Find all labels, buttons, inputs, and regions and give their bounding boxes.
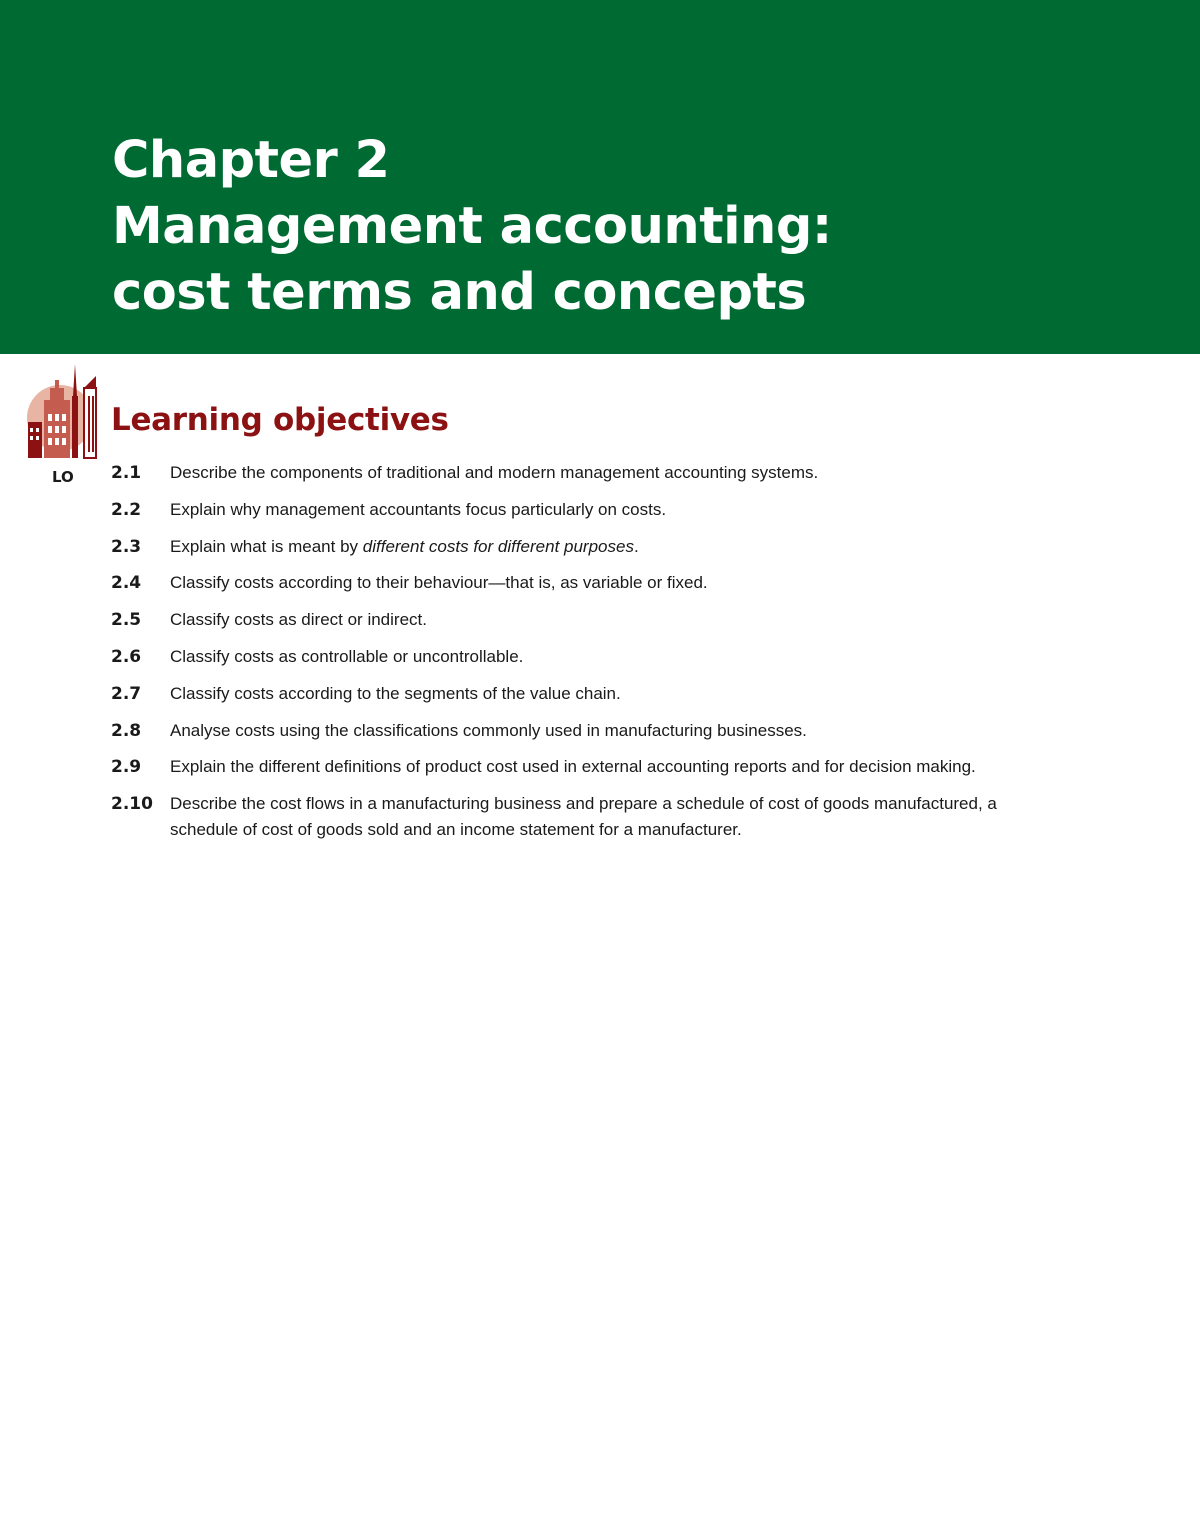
objective-number: 2.5 — [111, 610, 142, 631]
learning-objectives-list — [111, 460, 1041, 854]
objective-text: Classify costs according to their behaviour—that is, as variable or fixed. — [170, 573, 708, 593]
objective-number: 2.9 — [111, 757, 142, 778]
chapter-banner — [0, 0, 1200, 354]
objective-item-2-10 — [111, 791, 1041, 843]
objective-text: Explain the different definitions of product cost used in external accounting reports and for decision making. — [170, 757, 976, 777]
objective-number: 2.6 — [111, 646, 142, 667]
objective-item-2-9 — [111, 754, 1041, 780]
objective-text: Analyse costs using the classifications commonly used in manufacturing businesses. — [170, 720, 807, 740]
city-skyline-icon — [26, 362, 102, 462]
objective-item-2-4 — [111, 570, 1041, 596]
objective-number: 2.8 — [111, 720, 142, 741]
objective-text: Explain why management accountants focus particularly on costs. — [170, 499, 667, 519]
objective-text: Describe the components of traditional and modern management accounting systems. — [170, 463, 819, 482]
objective-text — [170, 534, 1041, 560]
objective-item-2-1 — [111, 460, 1041, 486]
objective-item-2-8 — [111, 718, 1041, 744]
objective-text: Describe the cost flows in a manufacturing business and prepare a schedule of cost of goods manufactured, a schedule of cost of goods sold and an income statement for a manufacturer. — [170, 794, 997, 840]
objective-text-tail: . — [633, 536, 639, 556]
chapter-title-line-1: Management accounting: — [112, 197, 832, 256]
objective-item-2-5 — [111, 607, 1041, 633]
objective-number: 2.10 — [111, 794, 153, 815]
objective-number: 2.1 — [111, 463, 142, 483]
objective-item-2-6 — [111, 644, 1041, 670]
objective-item-2-2 — [111, 497, 1041, 523]
objective-number: 2.2 — [111, 499, 142, 520]
objective-number: 2.7 — [111, 683, 142, 704]
chapter-title-line-2: cost terms and concepts — [112, 263, 807, 322]
chapter-number: Chapter 2 — [112, 131, 390, 190]
objective-text: Classify costs according to the segments of the value chain. — [170, 683, 621, 703]
learning-objectives-heading: Learning objectives — [111, 402, 449, 438]
chapter-title — [112, 128, 832, 326]
objective-number: 2.3 — [111, 536, 142, 557]
objective-text-lead: Explain what is meant by — [170, 536, 363, 556]
objective-text: Classify costs as controllable or uncontrollable. — [170, 646, 524, 666]
lo-label: LO — [52, 468, 74, 486]
objective-item-2-3 — [111, 534, 1041, 560]
objective-number: 2.4 — [111, 573, 142, 594]
objective-text-emphasis: different costs for different purposes — [362, 536, 634, 556]
objective-text: Classify costs as direct or indirect. — [170, 610, 427, 630]
objective-item-2-7 — [111, 681, 1041, 707]
